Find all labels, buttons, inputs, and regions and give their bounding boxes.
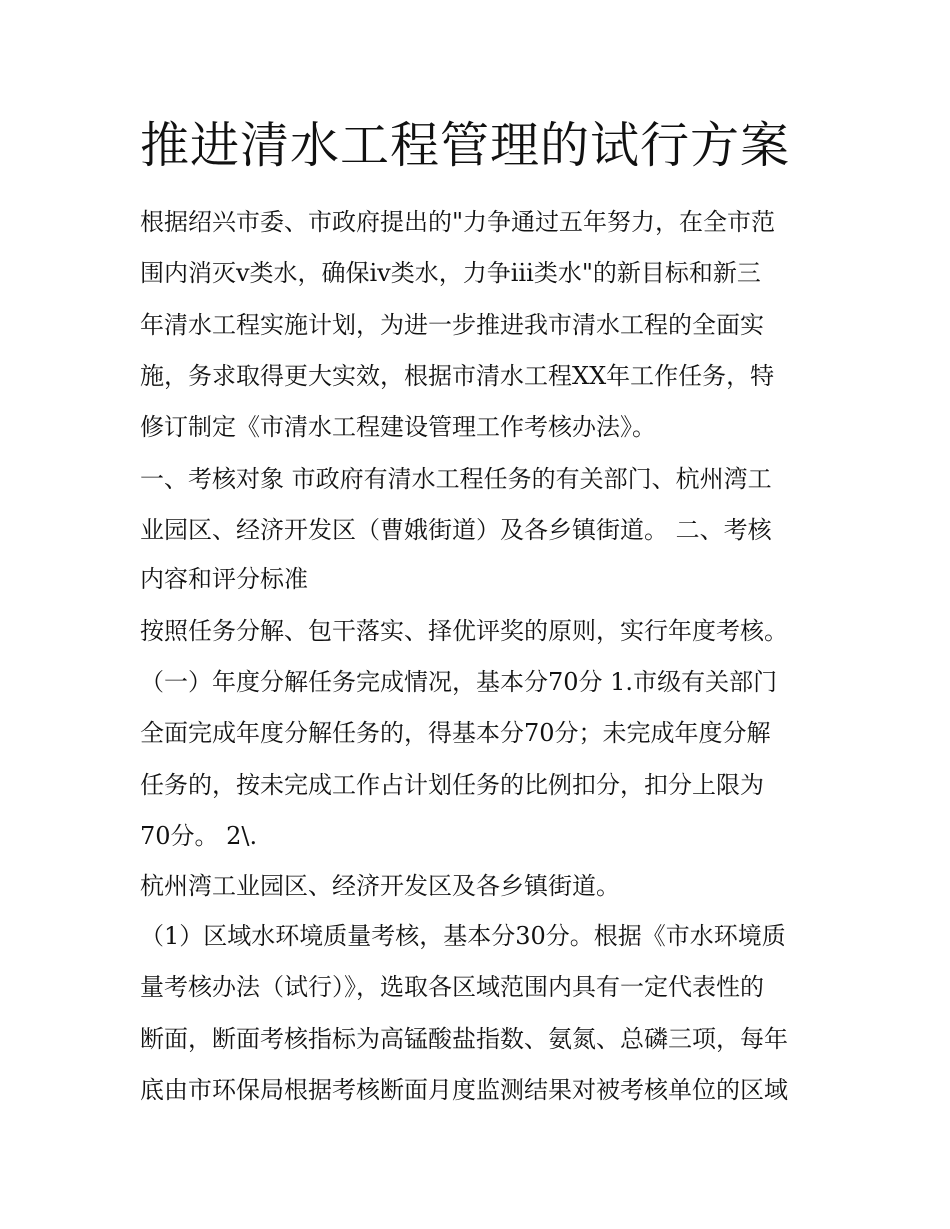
body-line-17: 断面，断面考核指标为高锰酸盐指数、氨氮、总磷三项，每年 (140, 1025, 788, 1053)
body-line-3: 年清水工程实施计划，为进一步推进我市清水工程的全面实 (140, 311, 764, 339)
body-line-1: 根据绍兴市委、市政府提出的"力争通过五年努力，在全市范 (140, 208, 776, 236)
body-line-9: 按照任务分解、包干落实、择优评奖的原则，实行年度考核。 (140, 617, 788, 645)
document-title: 推进清水工程管理的试行方案 (140, 117, 791, 174)
body-line-18: 底由市环保局根据考核断面月度监测结果对被考核单位的区域 (140, 1076, 788, 1104)
body-line-14: 杭州湾工业园区、经济开发区及各乡镇街道。 (140, 872, 620, 900)
body-line-5: 修订制定《市清水工程建设管理工作考核办法》。 (140, 413, 656, 441)
body-line-15: （1）区域水环境质量考核，基本分30分。根据《市水环境质 (140, 922, 786, 950)
body-line-6: 一、考核对象 市政府有清水工程任务的有关部门、杭州湾工 (140, 465, 772, 493)
body-line-12: 任务的，按未完成工作占计划任务的比例扣分，扣分上限为 (140, 771, 764, 799)
body-line-13: 70分。 2\. (140, 822, 258, 850)
body-line-2: 围内消灭ⅴ类水，确保ⅳ类水，力争ⅲ类水"的新目标和新三 (140, 259, 761, 287)
body-line-7: 业园区、经济开发区（曹娥街道）及各乡镇街道。 二、考核 (140, 516, 772, 544)
body-line-11: 全面完成年度分解任务的，得基本分70分；未完成年度分解 (140, 719, 771, 747)
body-line-10: （一）年度分解任务完成情况，基本分70分 1.市级有关部门 (140, 668, 778, 696)
body-line-16: 量考核办法（试行）》，选取各区域范围内具有一定代表性的 (140, 973, 764, 1001)
body-line-4: 施，务求取得更大实效，根据市清水工程XX年工作任务，特 (140, 362, 775, 390)
body-line-8: 内容和评分标准 (140, 565, 308, 593)
